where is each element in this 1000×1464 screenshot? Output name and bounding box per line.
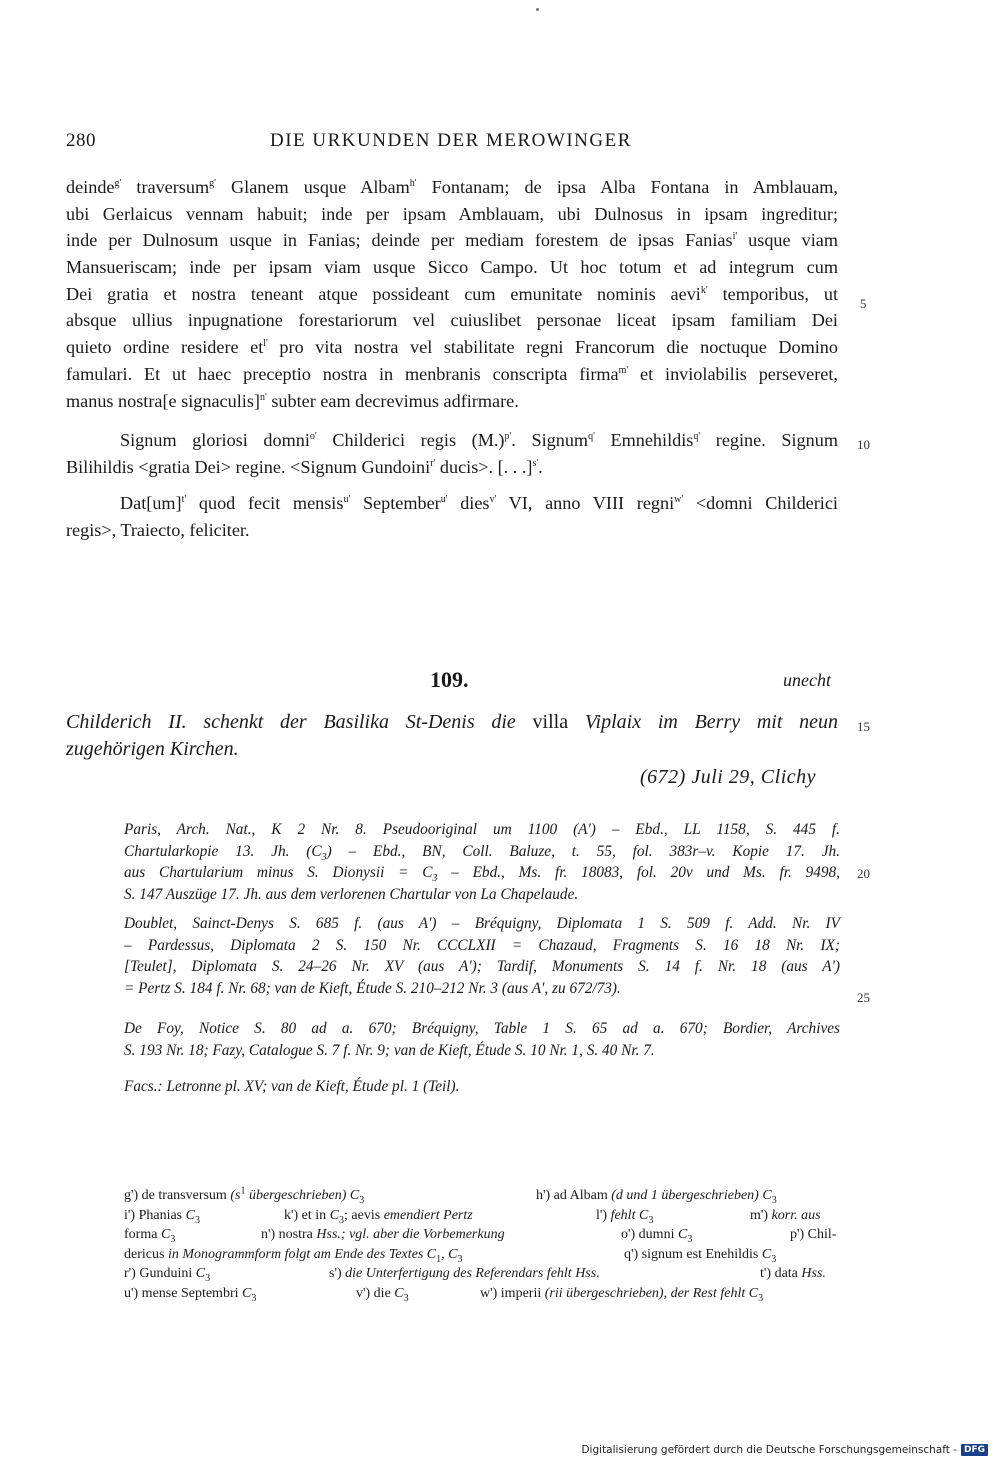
footnote-k: k') et in $C_3$; aevis emendiert Pertz (284, 1207, 473, 1226)
margin-line-number: 5 (860, 296, 867, 311)
footnote-v: v') die $C_3$ (356, 1285, 409, 1304)
footnotes (124, 1186, 840, 1303)
footnote-t: t') data Hss. (760, 1266, 826, 1281)
footnote-row (124, 1245, 840, 1265)
footnote-q: q') signum est Enehildis $C_3$ (624, 1246, 777, 1265)
scan-dot (536, 8, 539, 11)
footnote-u: u') mense Septembri $C_3$ (124, 1285, 257, 1304)
footnote-m: m') korr. aus (750, 1207, 821, 1223)
footnote-row (124, 1284, 840, 1304)
footnote-g: g') de transversum ($s^1$ übergeschrieben) $C_3$ (124, 1185, 365, 1206)
footnote-l: l') fehlt $C_3$ (596, 1207, 654, 1226)
tradition-block (124, 819, 840, 905)
signum-paragraph (66, 427, 838, 480)
footnote-p-cont: dericus in Monogrammform folgt am Ende des Textes $C_1$, $C_3$ (124, 1246, 463, 1265)
margin-line-number: 20 (857, 866, 870, 881)
footnote-n: n') nostra Hss.; vgl. aber die Vorbemerkung (261, 1227, 505, 1242)
authenticity-note: unecht (783, 670, 831, 690)
charter-text (66, 174, 838, 414)
text-line: inde per Dulnosum usque in Fanias; deinde per mediam forestem de ipsas Fanias$^{i'}$ usque viam (66, 230, 838, 251)
credit-text: Digitalisierung gefördert durch die Deutsche Forschungsgemeinschaft - (581, 1444, 957, 1456)
regest-line: Childerich II. schenkt der Basilika St-Denis die villa Viplaix im Berry mit neun (66, 711, 839, 733)
editions-line: – Pardessus, Diplomata 2 S. 150 Nr. CCCLXII = Chazaud, Fragments S. 16 18 Nr. IX; (124, 936, 840, 954)
footnote-w: w') imperii (rii übergeschrieben), der Rest fehlt $C_3$ (480, 1285, 764, 1304)
date-place: (672) Juli 29, Clichy (640, 766, 817, 788)
facsimile-block (124, 1076, 840, 1098)
footnote-m-cont: forma $C_3$ (124, 1227, 176, 1245)
facsimile-line: Facs.: Letronne pl. XV; van de Kieft, Étude pl. 1 (Teil). (124, 1078, 460, 1095)
text-line: regis>, Traiecto, feliciter. (66, 519, 250, 540)
tradition-line: Paris, Arch. Nat., K 2 Nr. 8. Pseudooriginal um 1100 (A') – Ebd., LL 1158, S. 445 f. (124, 821, 840, 838)
text-line: Bilihildis <gratia Dei> regine. <Signum Gundoini$^{r'}$ ducis>. [. . .]$^{s'}$. (66, 456, 543, 477)
footnote-row (124, 1206, 840, 1226)
footnote-s: s') die Unterfertigung des Referendars fehlt Hss. (329, 1266, 600, 1281)
footnote-row (124, 1186, 840, 1206)
regesta-line: S. 193 Nr. 18; Fazy, Catalogue S. 7 f. Nr. 9; van de Kieft, Étude S. 10 Nr. 1, S. 40 Nr. 7. (124, 1041, 655, 1059)
footnote-row (124, 1225, 840, 1245)
text-line: Signum gloriosi domni$^{o'}$ Childerici regis $(M.)^{p'}$. Signum$^{q'}$ Emnehildis$^{q'}$ regine. Signum (120, 430, 838, 450)
text-line: ubi Gerlaicus vennam habuit; inde per ipsam Amblauam, ubi Dulnosus in ipsam ingreditur; (66, 203, 838, 224)
regesta-block (124, 1018, 840, 1061)
footnote-row (124, 1264, 840, 1284)
footnote-h: h') ad Albam (d und 1 übergeschrieben) $C_3$ (536, 1188, 777, 1206)
regest (66, 709, 838, 762)
margin-line-number: 15 (857, 719, 870, 734)
footnote-o: o') dumni $C_3$ (621, 1227, 693, 1245)
page-number: 280 (66, 130, 96, 151)
editions-block (124, 913, 840, 999)
text-line: Mansueriscam; inde per ipsam viam usque Sicco Campo. Ut hoc totum et ad integrum cum (66, 257, 838, 278)
tradition-line: S. 147 Auszüge 17. Jh. aus dem verlorenen Chartular von La Chapelaude. (124, 885, 579, 903)
text-line: absque ullius inpugnatione forestariorum vel cuiuslibet personae liceat ipsam familiam Dei (66, 310, 838, 331)
digitization-credit (581, 1444, 988, 1456)
tradition-line: Chartularkopie 13. Jh. $(C_3)$ – Ebd., BN, Coll. Baluze, t. 55, fol. 383r–v. Kopie 17. Jh. (124, 842, 840, 863)
text-line: quieto ordine residere $et^{l'}$ pro vita nostra vel stabilitate regni Francorum die noctuque Domino (66, 337, 838, 358)
text-line: Dei gratia et nostra teneant atque possideant cum emunitate nominis aevi$^{k'}$ temporibus, ut (66, 283, 839, 304)
footnote-p: p') Chil- (790, 1227, 837, 1242)
text-line: famulari. Et ut haec preceptio nostra in menbranis conscripta firma$^{m'}$ et inviolabilis perseveret, (66, 363, 838, 384)
margin-line-number: 10 (857, 437, 870, 452)
text-line: deinde$^{g'}$ traversum$^{g'}$ Glanem usque Albam$^{h'}$ Fontanam; de ipsa Alba Fontana in Amblauam, (66, 177, 838, 197)
editions-line: = Pertz S. 184 f. Nr. 68; van de Kieft, Étude S. 210–212 Nr. 3 (aus A', zu 672/73). (124, 979, 621, 997)
editions-line: [Teulet], Diplomata S. 24–26 Nr. XV (aus A'); Tardif, Monuments S. 14 f. Nr. 18 (aus A') (124, 958, 840, 975)
running-title: DIE URKUNDEN DER MEROWINGER (270, 130, 632, 151)
regesta-line: De Foy, Notice S. 80 ad a. 670; Bréquigny, Table 1 S. 65 ad a. 670; Bordier, Archives (124, 1020, 840, 1037)
tradition-line: aus Chartularium minus S. Dionysii = $C_3$ – Ebd., Ms. fr. 18083, fol. 20v und Ms. fr. 9498, (124, 864, 840, 885)
footnote-i: i') Phanias $C_3$ (124, 1207, 200, 1226)
text-line: Dat[um]$^{t'}$ quod fecit mensis$^{u'}$ September$^{u'}$ dies$^{v'}$ VI, anno VIII regni$^{w'}$ <domni Childerici (120, 493, 838, 513)
dating-paragraph (66, 490, 838, 543)
editions-line: Doublet, Sainct-Denys S. 685 f. (aus A') – Bréquigny, Diplomata 1 S. 509 f. Add. Nr. IV (124, 915, 840, 932)
document-number: 109. (430, 667, 469, 692)
footnote-r: r') Gunduini $C_3$ (124, 1266, 211, 1284)
dfg-logo: DFG (961, 1444, 988, 1456)
text-line: manus nostra[e signaculis]$^{n'}$ subter eam decrevimus adfirmare. (66, 390, 519, 411)
regest-line: zugehörigen Kirchen. (66, 737, 239, 760)
margin-line-number: 25 (857, 990, 870, 1005)
